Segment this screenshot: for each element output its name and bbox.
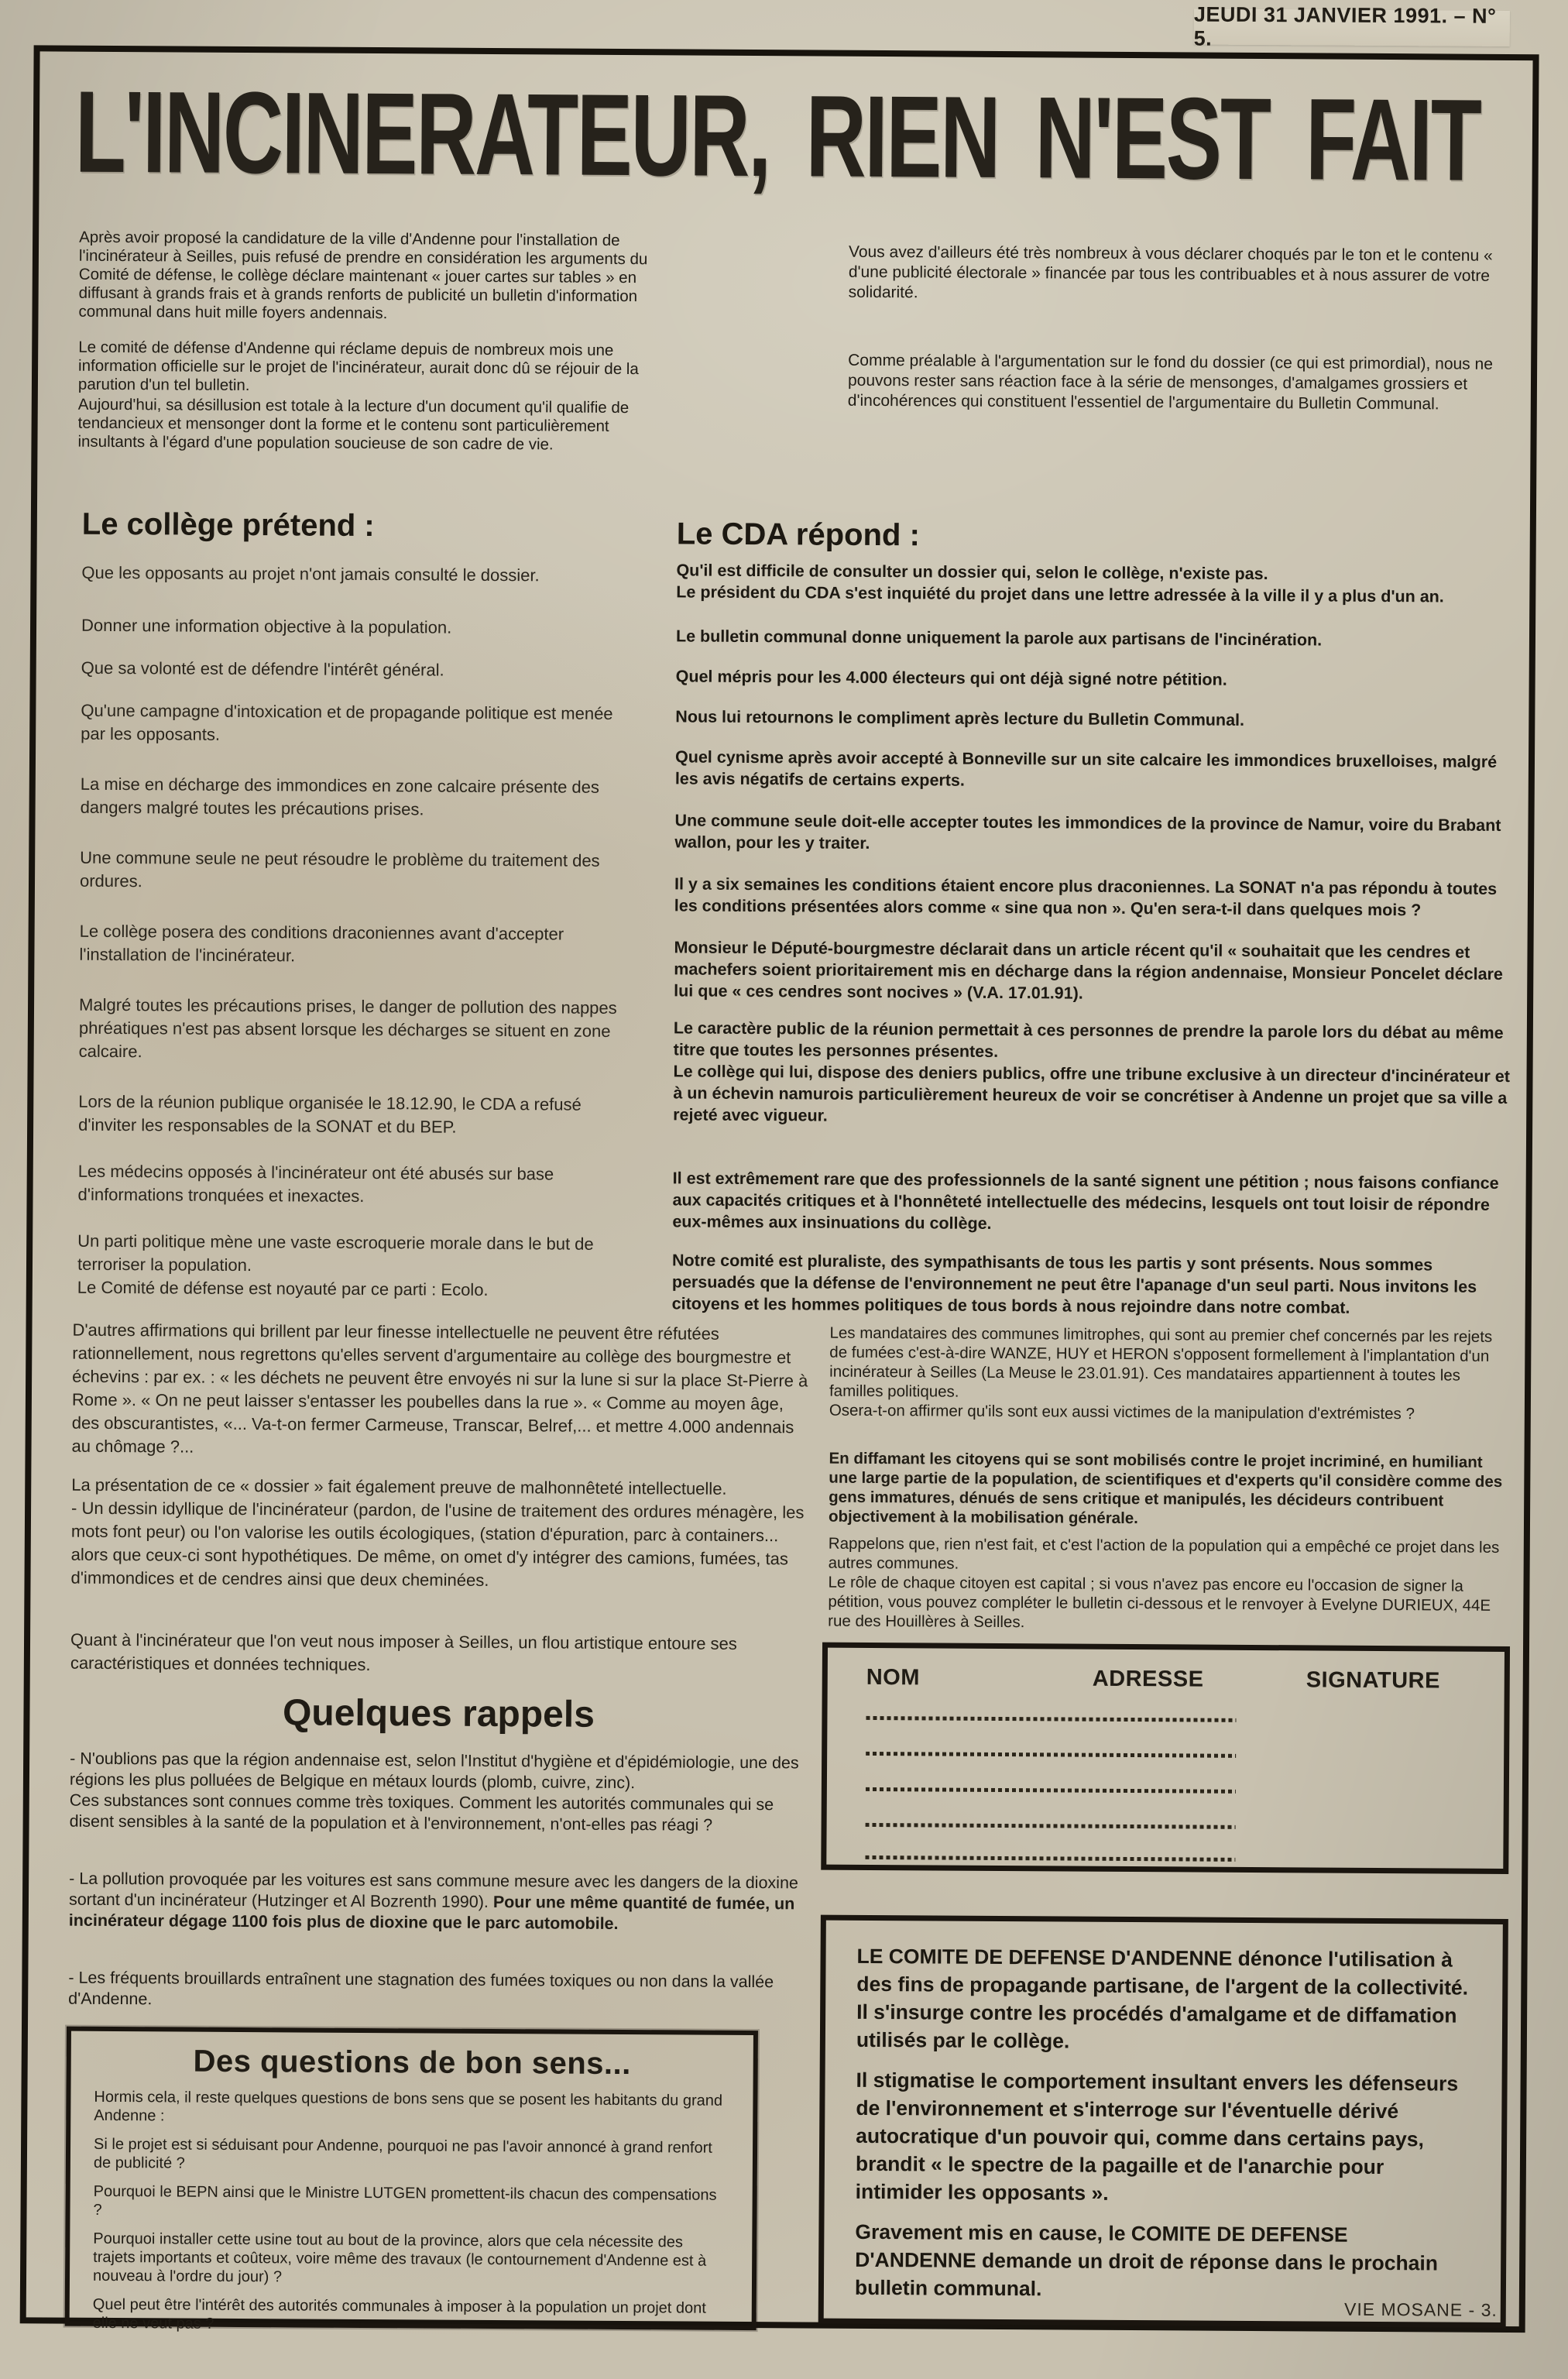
cda-response: Qu'il est difficile de consulter un dossier qui, selon le collège, n'existe pas. Le président du CDA s'est inquiété du projet dans une lettre adressée à la ville il y a plus d'un an.: [676, 561, 1444, 606]
issue-date: JEUDI 31 JANVIER 1991. – N° 5.: [1193, 2, 1497, 50]
statement-paragraph: Il stigmatise le comportement insultant envers les défenseurs de l'environnement et s'interroge sur l'éventuelle dérivé autocratique d'un pouvoir qui, comme dans certains pays, brandit « le spectre de la pagaille et de l'anarchie pour intimider les opposants ».: [855, 2068, 1459, 2205]
cda-response: Le bulletin communal donne uniquement la parole aux partisans de l'incinération.: [675, 627, 1323, 650]
statement-paragraph: LE COMITE DE DEFENSE D'ANDENNE dénonce l'utilisation à des fins de propagande partisane, de l'argent de la collectivité. Il s'insurge contre les procédés d'amalgame et de diffamation utilisés par le collège.: [856, 1944, 1469, 2053]
intro-paragraph: Comme préalable à l'argumentation sur le fond du dossier (ce qui est primordial), nous ne pouvons rester sans réaction face à la série de mensonges, d'amalgames grossiers et d'incohérences qui constituent l'essentiel de l'argumentaire du Bulletin Communal.: [847, 351, 1493, 414]
rappel-text: - Les fréquents brouillards entraînent une stagnation des fumées toxiques ou non dans la vallée d'Andenne.: [68, 1968, 774, 2009]
rappel-text: - N'oublions pas que la région andennaise est, selon l'Institut d'hygiène et d'épidémiologie, une des régions les plus polluées de Belgique en métaux lourds (plomb, cuivre, zinc). Ces substances sont connues comme très toxiques. Comment les autorités communales qui se disent sensibles à la santé de la population et à l'environnement, n'ont-elles pas réagi ?: [69, 1749, 799, 1835]
date-strip: [1193, 2, 1510, 50]
signature-line: [865, 1855, 1235, 1862]
form-header-signature: SIGNATURE: [1306, 1667, 1440, 1694]
college-claim: Les médecins opposés à l'incinérateur ont été abusés sur base d'informations tronquées et inexactes.: [77, 1161, 554, 1206]
intro-paragraph: Aujourd'hui, sa désillusion est totale à la lecture d'un document qu'il qualifie de tendancieux et mensonger dont la forme et le contenu sont particulièrement insultants à l'égard d'une population soucieuse de son cadre de vie.: [77, 395, 630, 454]
cda-response: Notre comité est pluraliste, des sympathisants de tous les partis y sont présents. Nous sommes persuadés que la défense de l'environnement ne peut être l'apanage d'un seul parti. Nous invitons les citoyens et les hommes politiques de tous bords à nous rejoindre dans notre combat.: [671, 1251, 1477, 1317]
rappel-item: [68, 1968, 805, 2014]
rappel-item: [70, 1749, 808, 1837]
cda-response: Il est extrêmement rare que des professionnels de la santé signent une pétition ; nous faisons confiance aux capacités critiques et à l'honnêteté intellectuelle des médecins, lesquels ont tout loisir de répondre eux-mêmes aux insinuations du collège.: [672, 1169, 1499, 1233]
signature-line: [866, 1787, 1236, 1794]
college-claim: Le collège posera des conditions draconiennes avant d'accepter l'installation de l'incinérateur.: [79, 921, 564, 966]
intro-paragraph: Le comité de défense d'Andenne qui réclame depuis de nombreux mois une information officielle sur le projet de l'incinérateur, aurait donc dû se réjouir de la parution d'un tel bulletin.: [77, 338, 639, 395]
page-footer: VIE MOSANE - 3.: [1343, 2298, 1498, 2320]
question-item: Quel peut être l'intérêt des autorités communales à imposer à la population un projet dont elle ne veut pas ?: [92, 2295, 706, 2333]
college-claim: Qu'une campagne d'intoxication et de propagande politique est menée par les opposants.: [81, 700, 613, 744]
intro-paragraph: Après avoir proposé la candidature de la ville d'Andenne pour l'installation de l'incinérateur à Seilles, puis refusé de prendre en considération les arguments du Comité de défense, le collège déclare maintenant « jouer cartes sur tables » en diffusant à grands frais et à grands renforts de publicité un bulletin d'information communal dans huit mille foyers andennais.: [78, 228, 648, 323]
intro-left-column: [77, 228, 675, 472]
commentary-paragraph: Rappelons que, rien n'est fait, et c'est l'action de la population qui a empêché ce projet dans les autres communes. Le rôle de chaque citoyen est capital ; si vous n'avez pas encore eu l'occasion de signer la pétition, vous pouvez compléter le bulletin ci-dessous et le renvoyer à Evelyne DURIEUX, 44E rue des Houillères à Seilles.: [828, 1534, 1500, 1632]
statement-box: [818, 1915, 1508, 2328]
commentary-paragraph: D'autres affirmations qui brillent par leur finesse intellectuelle ne peuvent être réfutées rationnellement, nous regrettons qu'elles servent d'argumentaire au collège des bourgmestre et échevins : par ex. : « les déchets ne peuvent être envoyés ni sur la lune si sur la place St-Pierre à Rome ». « On ne peut laisser s'entasser les poubelles dans la rue ». « Comme au moyen âge, des obscurantistes, «... Va-t-on fermer Carmeuse, Transcar, Belref,... et mettre 4.000 andennais au chômage ?...: [71, 1320, 808, 1457]
college-claim: Un parti politique mène une vaste escroquerie morale dans le but de terroriser la population. Le Comité de défense est noyauté par ce parti : Ecolo.: [77, 1231, 594, 1299]
questions-box: [65, 2027, 758, 2333]
form-header-nom: NOM: [866, 1664, 921, 1691]
cda-column-header: Le CDA répond :: [676, 517, 920, 553]
commentary-paragraph: En diffamant les citoyens qui se sont mobilisés contre le projet incriminé, en humiliant une large partie de la population, de scientifiques et d'experts qu'il considère comme des gens immatures, dénués de sens critique et manipulés, les décideurs contribuent objectivement à la mobilisation générale.: [828, 1449, 1503, 1528]
signature-line: [866, 1823, 1236, 1829]
statement-paragraph: Gravement mis en cause, le COMITE DE DEFENSE D'ANDENNE demande un droit de réponse dans le prochain bulletin communal.: [854, 2219, 1439, 2301]
question-item: Pourquoi installer cette usine tout au bout de la province, alors que cela nécessite des trajets importants et coûteux, voire même des travaux (le contournement d'Andenne est à nouveau à l'ordre du jour) ?: [92, 2230, 707, 2286]
college-column-header: Le collège prétend :: [81, 506, 375, 544]
rappel-item: [69, 1869, 806, 1936]
cda-response: Le caractère public de la réunion permettait à ces personnes de prendre la parole lors du débat au même titre que toutes les personnes présentes. Le collège qui lui, dispose des deniers publics, offre une tribune exclusive à un directeur d'incinérateur et à un échevin namurois particulièrement heureux de voir se concrétiser à Andenne un projet que sa ville a rejeté avec vigueur.: [673, 1018, 1510, 1125]
intro-paragraph: Vous avez d'ailleurs été très nombreux à vous déclarer choqués par le ton et le contenu « d'une publicité électorale » financée par tous les contribuables et à nous assurer de votre solidarité.: [848, 242, 1493, 302]
intro-right-column: [847, 242, 1530, 463]
rappels-title: Quelques rappels: [282, 1692, 595, 1735]
rappel-text: - La pollution provoquée par les voitures est sans commune mesure avec les dangers de la dioxine sortant d'un incinérateur (Hutzinger et Al Bozrenth 1990).: [68, 1869, 798, 1911]
question-item: Si le projet est si séduisant pour Andenne, pourquoi ne pas l'avoir annoncé à grand renfort de publicité ?: [93, 2135, 712, 2172]
commentary-paragraph: Les mandataires des communes limitrophes, qui sont au premier chef concernés par les rejets de fumées c'est-à-dire WANZE, HUY et HERON s'opposent formellement à l'implantation d'un incinérateur à Seilles (La Meuse le 23.01.91). Ces mandataires appartiennent à toutes les familles politiques. Osera-t-on affirmer qu'ils sont eux aussi victimes de la manipulation d'extrémistes ?: [829, 1323, 1493, 1423]
questions-intro: Hormis cela, il reste quelques questions de bons sens que se posent les habitants du grand Andenne :: [94, 2088, 723, 2125]
commentary-paragraph: La présentation de ce « dossier » fait également preuve de malhonnêteté intellectuelle. - Un dessin idyllique de l'incinérateur (pardon, de l'usine de traitement des ordures ménagère, les mots font peur) ou l'on valorise les outils écologiques, (station d'épuration, parc à containers... alors que ceux-ci sont hypothétiques. De même, on omet d'y intégrer des camions, fumées, tas d'immondices et de cendres ainsi que deux cheminées.: [70, 1474, 805, 1590]
college-claim: La mise en décharge des immondices en zone calcaire présente des dangers malgré toutes les précautions prises.: [80, 774, 600, 819]
college-claim: Une commune seule ne peut résoudre le problème du traitement des ordures.: [79, 847, 600, 891]
college-claim: Que sa volonté est de défendre l'intérêt général.: [81, 657, 444, 680]
cda-response: Quel mépris pour les 4.000 électeurs qui ont déjà signé notre pétition.: [675, 667, 1227, 689]
college-claim: Lors de la réunion publique organisée le 18.12.90, le CDA a refusé d'inviter les responsables de la SONAT et du BEP.: [78, 1091, 582, 1137]
college-claim: Malgré toutes les précautions prises, le danger de pollution des nappes phréatiques n'est pas absent lorsque les décharges se situent en zone calcaire.: [78, 994, 617, 1062]
commentary-paragraph: Quant à l'incinérateur que l'on veut nous imposer à Seilles, un flou artistique entoure ses caractéristiques et données techniques.: [70, 1629, 737, 1675]
college-claim: Donner une information objective à la population.: [81, 615, 452, 637]
cda-response: Quel cynisme après avoir accepté à Bonneville sur un site calcaire les immondices bruxelloises, malgré les avis négatifs de certains experts.: [674, 747, 1498, 790]
page-frame: [20, 45, 1539, 2333]
questions-title: Des questions de bon sens...: [193, 2044, 631, 2082]
cda-response: Monsieur le Député-bourgmestre déclarait dans un article récent qu'il « souhaitait que les cendres et machefers soient prioritairement mis en décharge dans la région andennaise, Monsieur Poncelet déclare lui que « ces cendres sont nocives » (V.A. 17.01.91).: [674, 938, 1503, 1003]
cda-response: Nous lui retournons le compliment après lecture du Bulletin Communal.: [675, 707, 1245, 729]
headline-text: L'INCINERATEUR, RIEN N'EST FAIT: [74, 66, 1481, 205]
rappel-bold-text: Pour une même quantité de fumée, un incinérateur dégage 1100 fois plus de dioxine que le parc automobile.: [68, 1892, 795, 1933]
headline: [74, 66, 1546, 205]
cda-response: Une commune seule doit-elle accepter toutes les immondices de la province de Namur, voire du Brabant wallon, pour les y traiter.: [674, 811, 1501, 853]
college-claim: Que les opposants au projet n'ont jamais consulté le dossier.: [81, 562, 540, 585]
question-item: Pourquoi le BEPN ainsi que le Ministre LUTGEN promettent-ils chacun des compensations ?: [93, 2182, 717, 2219]
cda-response: Il y a six semaines les conditions étaient encore plus draconiennes. La SONAT n'a pas répondu à toutes les conditions présentées alors comme « sine qua non ». Qu'en sera-t-il dans quelques mois ?: [674, 874, 1498, 920]
signature-line: [866, 1716, 1236, 1722]
form-header-adresse: ADRESSE: [1092, 1666, 1204, 1692]
signature-line: [866, 1752, 1236, 1758]
petition-form: [821, 1643, 1510, 1874]
